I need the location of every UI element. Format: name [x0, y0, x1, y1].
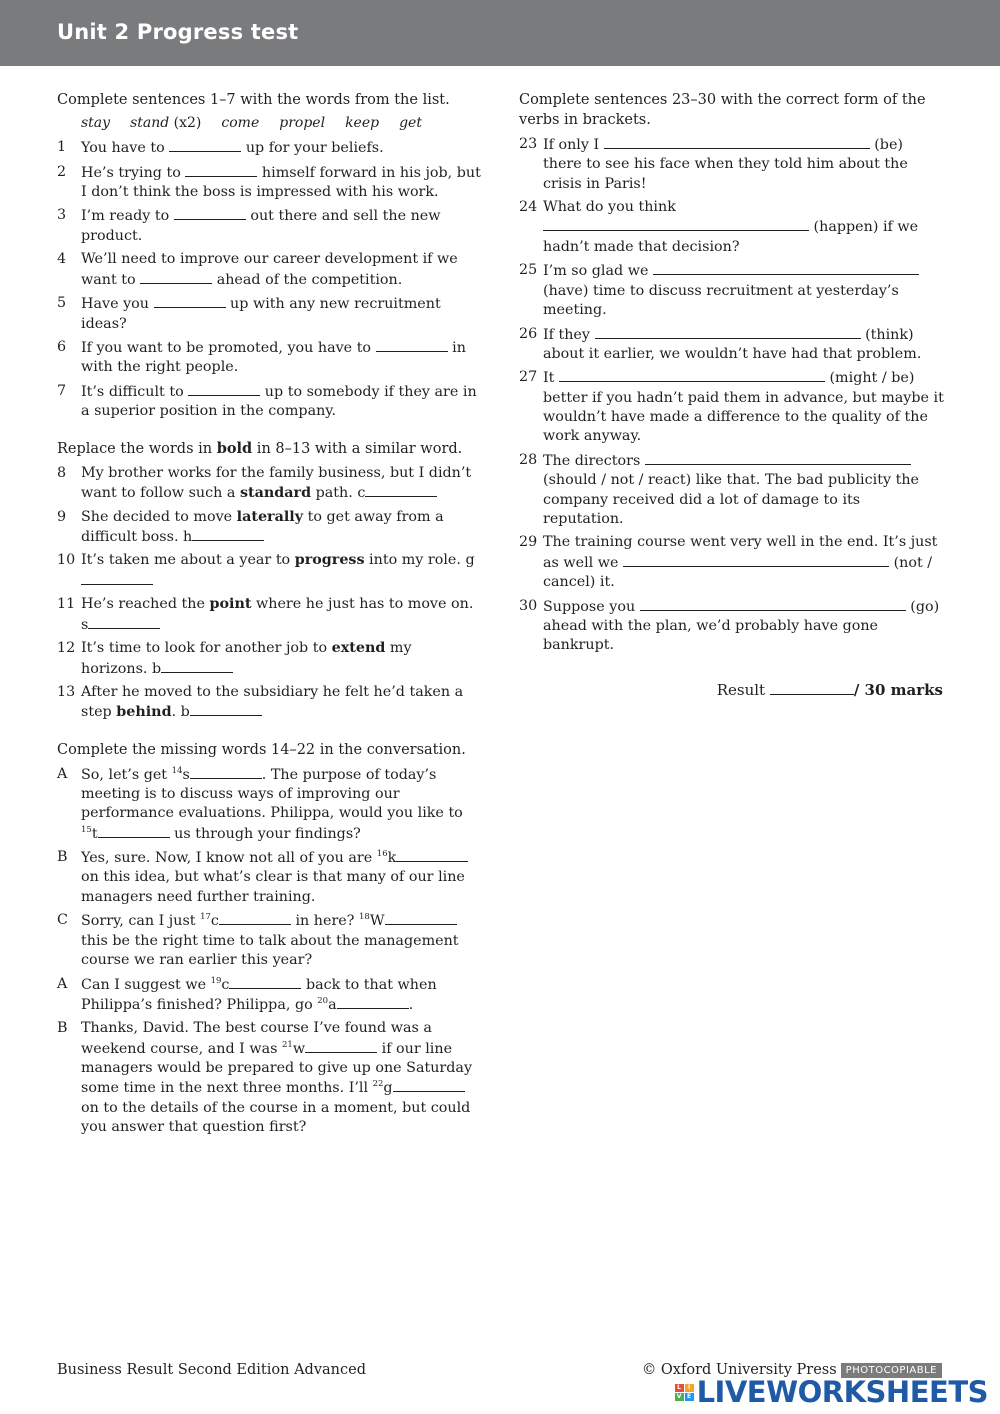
- footer-book-title: Business Result Second Edition Advanced: [57, 1362, 366, 1378]
- answer-blank[interactable]: [174, 206, 246, 220]
- liveworksheets-icon: L I V E: [675, 1384, 694, 1401]
- dialogue-text: Sorry, can I just $^{17}$c in here? $^{18}$W this be the right time to talk about the management course we ran earlier this year?: [81, 912, 459, 968]
- question-item: [519, 368, 944, 446]
- result-score: Result / 30 marks: [716, 680, 943, 699]
- question-item: [57, 163, 482, 203]
- answer-blank[interactable]: [188, 382, 260, 396]
- liveworksheets-logo: L I V E LIVEWORKSHEETS: [675, 1376, 988, 1408]
- answer-blank[interactable]: [161, 659, 233, 673]
- word-item: stay: [81, 115, 111, 131]
- question-number: 23: [519, 136, 538, 152]
- question-number: 11: [57, 596, 76, 613]
- question-item: [57, 206, 482, 246]
- question-text: My brother works for the family business, but I didn’t want to follow such a standard path. c: [81, 464, 472, 501]
- question-item: [57, 639, 482, 679]
- question-number: 2: [57, 163, 67, 180]
- right-column: [519, 90, 944, 699]
- dialogue-line: [57, 975, 482, 1016]
- word-list: [81, 115, 482, 131]
- answer-blank[interactable]: [385, 911, 457, 925]
- answer-blank[interactable]: [305, 1039, 377, 1053]
- answer-blank[interactable]: [219, 911, 291, 925]
- section2-items: [57, 464, 482, 723]
- word-item: get: [399, 115, 422, 131]
- dialogue-line: [57, 765, 482, 844]
- question-number: 10: [57, 552, 76, 569]
- question-item: [519, 451, 944, 529]
- gap-number: 20: [317, 996, 329, 1007]
- question-number: 12: [57, 640, 76, 657]
- gap-number: 18: [358, 912, 370, 923]
- question-item: [57, 464, 482, 504]
- speaker-label: B: [57, 849, 68, 866]
- answer-blank[interactable]: [640, 597, 906, 611]
- dialogue-text: Can I suggest we $^{19}$c back to that when Philippa’s finished? Philippa, go $^{20}$a .: [81, 975, 437, 1013]
- question-item: [519, 198, 944, 257]
- question-item: [57, 551, 482, 591]
- question-text: I’m ready to out there and sell the new product.: [81, 208, 441, 244]
- question-number: 7: [57, 383, 67, 400]
- answer-blank[interactable]: [154, 294, 226, 308]
- question-number: 4: [57, 251, 67, 268]
- question-text: The training course went very well in the end. It’s just as well we (not / cancel) it.: [543, 534, 938, 591]
- question-item: [519, 533, 944, 592]
- question-text: If only I (be) there to see his face when they told him about the crisis in Paris!: [543, 137, 908, 192]
- dialogue-line: [57, 911, 482, 970]
- word-item: propel: [279, 115, 326, 131]
- section4-instruction: Complete sentences 23–30 with the correct form of the verbs in brackets.: [519, 92, 926, 128]
- question-text: He’s reached the point where he just has to move on. s: [81, 596, 474, 633]
- question-item: [519, 135, 944, 194]
- question-text: I’m so glad we (have) time to discuss recruitment at yesterday’s meeting.: [543, 261, 944, 320]
- section1-items: [57, 138, 482, 422]
- question-number: 26: [519, 325, 538, 342]
- question-text: If you want to be promoted, you have to in with the right people.: [81, 340, 466, 376]
- photocopiable-badge: PHOTOCOPIABLE: [841, 1363, 942, 1378]
- answer-blank[interactable]: [229, 975, 301, 989]
- speaker-label: B: [57, 1020, 68, 1037]
- gap-number: 16: [376, 849, 388, 860]
- gap-number: 17: [200, 912, 211, 923]
- question-number: 30: [519, 597, 538, 614]
- answer-blank[interactable]: [623, 553, 889, 567]
- answer-blank[interactable]: [337, 995, 409, 1009]
- answer-blank[interactable]: [88, 615, 160, 629]
- question-number: 24: [519, 199, 538, 216]
- answer-blank[interactable]: [393, 1078, 465, 1092]
- result-blank[interactable]: [770, 681, 854, 695]
- question-item: [519, 325, 944, 365]
- question-item: [57, 294, 482, 334]
- question-item: [57, 382, 482, 422]
- question-item: [57, 595, 482, 635]
- dialogue-line: [57, 1019, 482, 1137]
- page-title: Unit 2 Progress test: [57, 20, 299, 44]
- speaker-label: A: [57, 975, 68, 992]
- question-number: 28: [519, 451, 538, 468]
- question-text: She decided to move laterally to get away from a difficult boss. h: [81, 508, 444, 545]
- question-number: 1: [57, 139, 67, 155]
- gap-number: 15: [81, 824, 92, 835]
- question-number: 9: [57, 508, 67, 525]
- question-number: 3: [57, 207, 67, 224]
- question-number: 13: [57, 684, 76, 701]
- section1-instruction: Complete sentences 1–7 with the words from the list.: [57, 92, 450, 108]
- question-item: [57, 138, 482, 158]
- question-text: It’s taken me about a year to progress into my role. g: [81, 551, 482, 591]
- answer-blank[interactable]: [543, 217, 809, 231]
- answer-blank[interactable]: [190, 765, 262, 779]
- answer-blank[interactable]: [190, 702, 262, 716]
- speaker-label: A: [57, 765, 68, 782]
- dialogue-text: So, let’s get $^{14}$s . The purpose of today’s meeting is to discuss ways of improving our performance evaluations. Philippa, would you like to $^{15}$t us through your findings?: [81, 765, 463, 842]
- question-text: It’s time to look for another job to extend my horizons. b: [81, 640, 412, 677]
- section4-items: [519, 135, 944, 656]
- question-text: The directors (should / not / react) like that. The bad publicity the company received did a lot of damage to its reputation.: [543, 452, 919, 527]
- question-text: He’s trying to himself forward in his job, but I don’t think the boss is impressed with his work.: [81, 164, 481, 200]
- answer-blank[interactable]: [396, 848, 468, 862]
- question-text: We’ll need to improve our career development if we want to ahead of the competition.: [81, 251, 458, 288]
- question-text: What do you think (happen) if we hadn’t made that decision?: [543, 199, 919, 255]
- word-item: come: [221, 115, 260, 131]
- answer-blank[interactable]: [98, 824, 170, 838]
- gap-number: 14: [171, 765, 183, 776]
- answer-blank[interactable]: [595, 325, 861, 339]
- answer-blank[interactable]: [653, 261, 919, 275]
- question-item: [57, 683, 482, 723]
- left-column: [57, 90, 482, 1142]
- answer-blank[interactable]: [169, 138, 241, 152]
- question-text: After he moved to the subsidiary he felt he’d taken a step behind. b: [81, 684, 464, 721]
- section2-instruction: Replace the words in bold in 8–13 with a similar word.: [57, 439, 463, 457]
- question-item: [57, 250, 482, 290]
- section3-conversation: [57, 765, 482, 1138]
- question-item: [519, 261, 944, 320]
- dialogue-text: Yes, sure. Now, I know not all of you are $^{16}$k on this idea, but what’s clear is that many of our line managers need further training.: [81, 848, 482, 907]
- dialogue-text: Thanks, David. The best course I’ve found was a weekend course, and I was $^{21}$w if our line managers would be prepared to give up one Saturday some time in the next three months. I’ll $^{22}$g on to the details of the course in a moment, but could you answer that question first?: [81, 1020, 473, 1135]
- header-bar: [0, 0, 1000, 66]
- gap-number: 19: [210, 975, 222, 986]
- word-item: keep: [345, 115, 380, 131]
- answer-blank[interactable]: [81, 571, 153, 585]
- answer-blank[interactable]: [559, 368, 825, 382]
- question-item: [57, 508, 482, 548]
- question-item: [57, 338, 482, 378]
- question-text: If they (think) about it earlier, we wouldn’t have had that problem.: [543, 326, 922, 362]
- question-number: 27: [519, 369, 538, 386]
- question-number: 25: [519, 262, 538, 279]
- question-text: It (might / be) better if you hadn’t paid them in advance, but maybe it wouldn’t have made a difference to the quality of the work anyway.: [543, 370, 944, 445]
- dialogue-line: [57, 848, 482, 907]
- section3-instruction: Complete the missing words 14–22 in the conversation.: [57, 741, 466, 758]
- answer-blank[interactable]: [376, 338, 448, 352]
- question-text: Have you up with any new recruitment ideas?: [81, 296, 441, 332]
- question-number: 8: [57, 464, 67, 481]
- answer-blank[interactable]: [365, 483, 437, 497]
- word-item: stand (x2): [130, 115, 202, 131]
- question-number: 29: [519, 534, 538, 551]
- speaker-label: C: [57, 912, 68, 929]
- answer-blank[interactable]: [604, 135, 870, 149]
- gap-number: 22: [372, 1079, 384, 1090]
- answer-blank[interactable]: [192, 527, 264, 541]
- question-number: 5: [57, 295, 67, 312]
- footer-copyright: © Oxford University Press PHOTOCOPIABLE: [642, 1362, 942, 1378]
- question-number: 6: [57, 339, 67, 356]
- question-text: Suppose you (go) ahead with the plan, we’d probably have gone bankrupt.: [543, 598, 940, 654]
- answer-blank[interactable]: [645, 451, 911, 465]
- question-text: You have to up for your beliefs.: [81, 140, 384, 156]
- answer-blank[interactable]: [140, 270, 212, 284]
- answer-blank[interactable]: [185, 163, 257, 177]
- question-item: [519, 597, 944, 656]
- gap-number: 21: [282, 1039, 293, 1050]
- question-text: It’s difficult to up to somebody if they are in a superior position in the company.: [81, 384, 477, 420]
